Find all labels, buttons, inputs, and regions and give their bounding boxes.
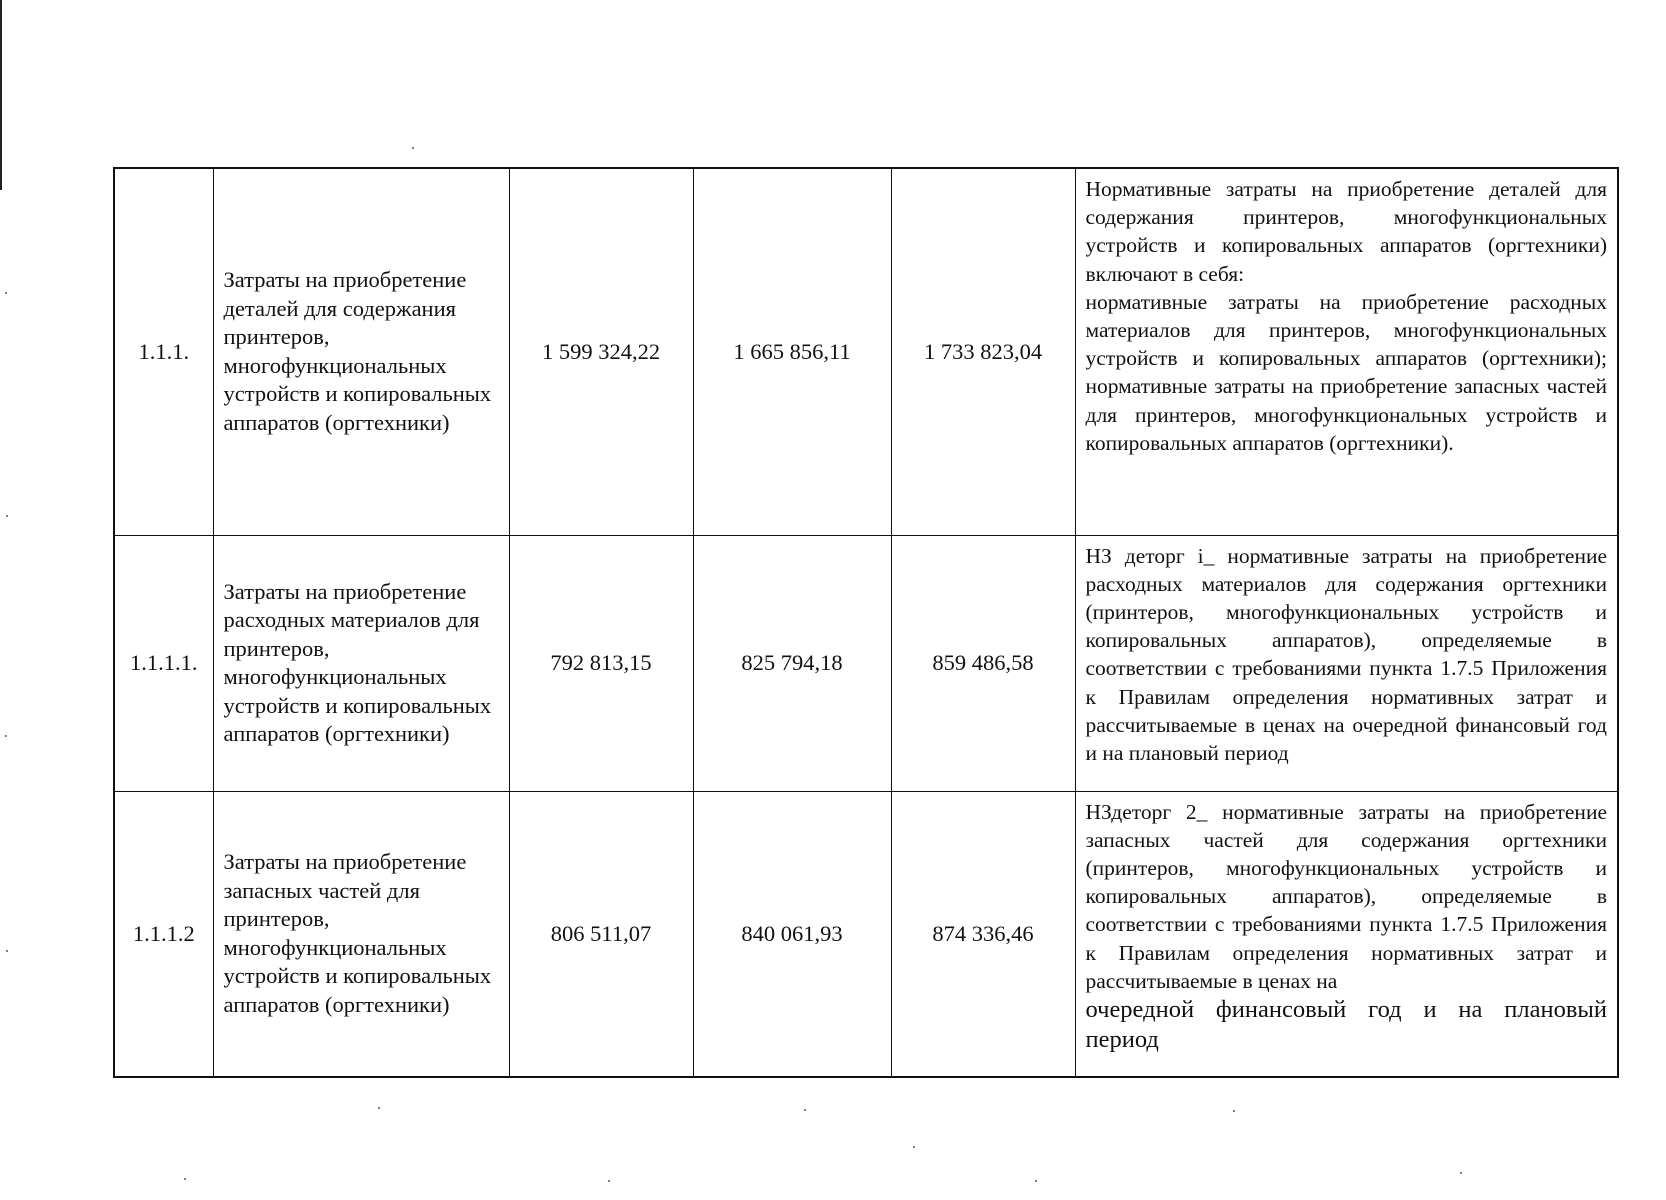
value-cell: 792 813,15 — [509, 535, 693, 791]
value-cell: 859 486,58 — [891, 535, 1075, 791]
scan-speck — [378, 1107, 380, 1109]
scan-speck — [1233, 1110, 1235, 1112]
scan-speck — [6, 950, 8, 952]
value-cell: 825 794,18 — [693, 535, 891, 791]
description-text: очередной финансовый год и на плановый период — [1085, 995, 1607, 1053]
description-text: НЗдеторг 2_ нормативные затраты на приобретение запасных частей для содержания оргтехники (принтеров, многофункциональных устройств и копировальных аппаратов), определяемые в соответствии с требованиями пункта 1.7.5 Приложения к Правилам определения нормативных затрат и рассчитываемые в ценах на — [1085, 799, 1607, 993]
scan-speck — [1035, 1180, 1037, 1182]
value-cell: 1 665 856,11 — [693, 168, 891, 535]
row-number: 1.1.1.2 — [114, 791, 213, 1077]
cost-name: Затраты на приобретение расходных материалов для принтеров, многофункциональных устройств и копировальных аппаратов (оргтехники) — [213, 535, 509, 791]
cost-name: Затраты на приобретение деталей для содержания принтеров, многофункциональных устройств и копировальных аппаратов (оргтехники) — [213, 168, 509, 535]
table-row — [114, 535, 1618, 791]
scan-speck — [184, 1178, 186, 1180]
row-number: 1.1.1.1. — [114, 535, 213, 791]
scan-speck — [913, 1146, 915, 1148]
description-text: нормативные затраты на приобретение расходных материалов для принтеров, многофункциональных устройств и копировальных аппаратов (оргтехники); нормативные затраты на приобретение запасных частей для принтеров, многофункциональных устройств и копировальных аппаратов (оргтехники). — [1085, 289, 1607, 455]
scan-speck — [412, 147, 414, 149]
description-cell — [1075, 168, 1618, 535]
scan-speck — [1460, 1172, 1462, 1174]
value-cell: 1 599 324,22 — [509, 168, 693, 535]
row-number: 1.1.1. — [114, 168, 213, 535]
description-text: Нормативные затраты на приобретение деталей для содержания принтеров, многофункциональных устройств и копировальных аппаратов (оргтехники) включают в себя: — [1085, 177, 1607, 286]
description-cell — [1075, 535, 1618, 791]
scan-speck — [5, 292, 7, 294]
description-text: НЗ деторг i_ нормативные затраты на приобретение расходных материалов для содержания оргтехники (принтеров, многофункциональных устройств и копировальных аппаратов), определяемые в соответствии с требованиями пункта 1.7.5 Приложения к Правилам определения нормативных затрат и рассчитываемые в ценах на очередной финансовый год и на плановый период — [1085, 543, 1607, 765]
value-cell: 874 336,46 — [891, 791, 1075, 1077]
table-row — [114, 168, 1618, 535]
value-cell: 1 733 823,04 — [891, 168, 1075, 535]
scan-edge-line — [0, 0, 2, 190]
value-cell: 840 061,93 — [693, 791, 891, 1077]
description-cell — [1075, 791, 1618, 1077]
scan-speck — [6, 515, 8, 517]
scan-speck — [804, 1109, 806, 1111]
cost-name: Затраты на приобретение запасных частей для принтеров, многофункциональных устройств и копировальных аппаратов (оргтехники) — [213, 791, 509, 1077]
budget-table — [113, 167, 1619, 1078]
scan-speck — [608, 1180, 610, 1182]
value-cell: 806 511,07 — [509, 791, 693, 1077]
table-row — [114, 791, 1618, 1077]
scan-speck — [5, 735, 7, 737]
